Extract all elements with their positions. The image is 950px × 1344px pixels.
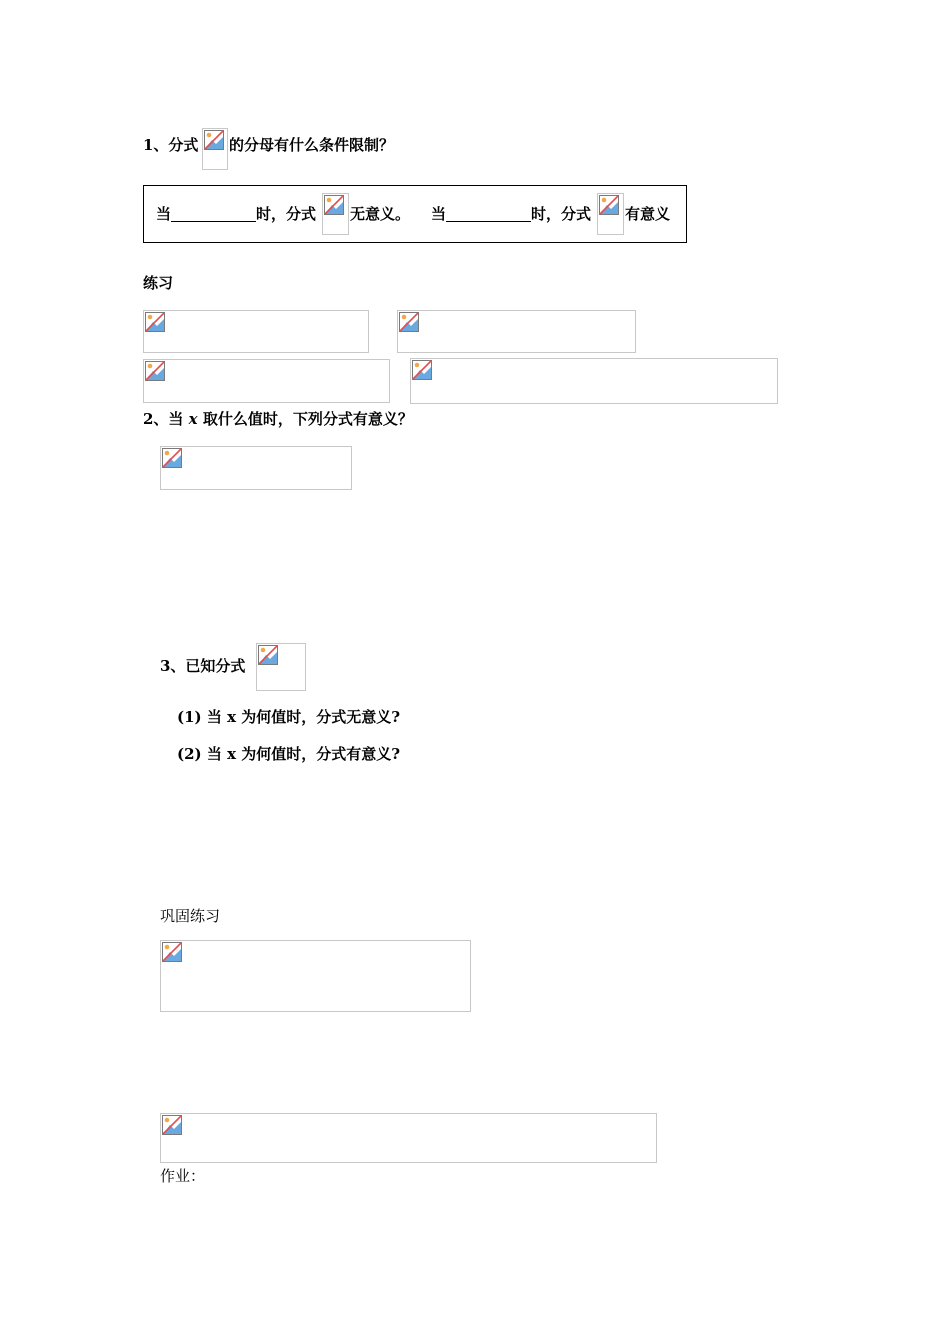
practice-image-4 <box>410 358 778 404</box>
practice-image-2 <box>397 310 636 353</box>
fraction-image <box>202 128 228 170</box>
then-label: 时，分式 <box>256 205 317 223</box>
question-2-prefix: 2、当 <box>143 410 184 428</box>
broken-image-icon <box>258 645 278 665</box>
blank-1[interactable] <box>171 205 256 222</box>
question-3-label: 3、已知分式 <box>160 657 246 675</box>
fill-in-part-2 <box>431 205 591 223</box>
fill-in-part-1 <box>156 205 316 223</box>
broken-image-icon <box>399 312 419 332</box>
practice-image-1 <box>143 310 369 353</box>
question-3-sub-1: (1) 当 x 为何值时，分式无意义? <box>177 708 401 726</box>
defined-label: 有意义 <box>625 205 671 223</box>
question-3-sub-2: (2) 当 x 为何值时，分式有意义? <box>177 745 401 763</box>
undefined-label: 无意义。 <box>350 205 411 223</box>
practice-heading: 练习 <box>143 274 174 292</box>
fraction-image <box>597 193 624 235</box>
broken-image-icon <box>412 360 432 380</box>
question-2-suffix: 取什么值时，下列分式有意义？ <box>202 410 413 428</box>
broken-image-icon <box>204 130 224 150</box>
broken-image-icon <box>324 195 344 215</box>
question-3-image <box>256 643 306 691</box>
broken-image-icon <box>145 361 165 381</box>
consolidation-image-1 <box>160 940 471 1012</box>
practice-image-3 <box>143 359 390 403</box>
question-1-prefix: 1、分式 <box>143 136 199 154</box>
homework-label: 作业： <box>160 1167 206 1185</box>
question-2-image <box>160 446 352 490</box>
when-label: 当 <box>431 205 447 223</box>
when-label: 当 <box>156 205 172 223</box>
broken-image-icon <box>162 448 182 468</box>
broken-image-icon <box>162 942 182 962</box>
consolidation-image-2 <box>160 1113 657 1163</box>
fraction-image <box>322 193 349 235</box>
broken-image-icon <box>145 312 165 332</box>
broken-image-icon <box>162 1115 182 1135</box>
broken-image-icon <box>599 195 619 215</box>
variable-x: x <box>188 410 198 428</box>
blank-2[interactable] <box>446 205 531 222</box>
question-2 <box>143 410 413 428</box>
then-label: 时，分式 <box>531 205 592 223</box>
question-1-suffix: 的分母有什么条件限制？ <box>229 136 395 154</box>
consolidation-heading: 巩固练习 <box>160 907 221 925</box>
question-1 <box>143 136 198 154</box>
